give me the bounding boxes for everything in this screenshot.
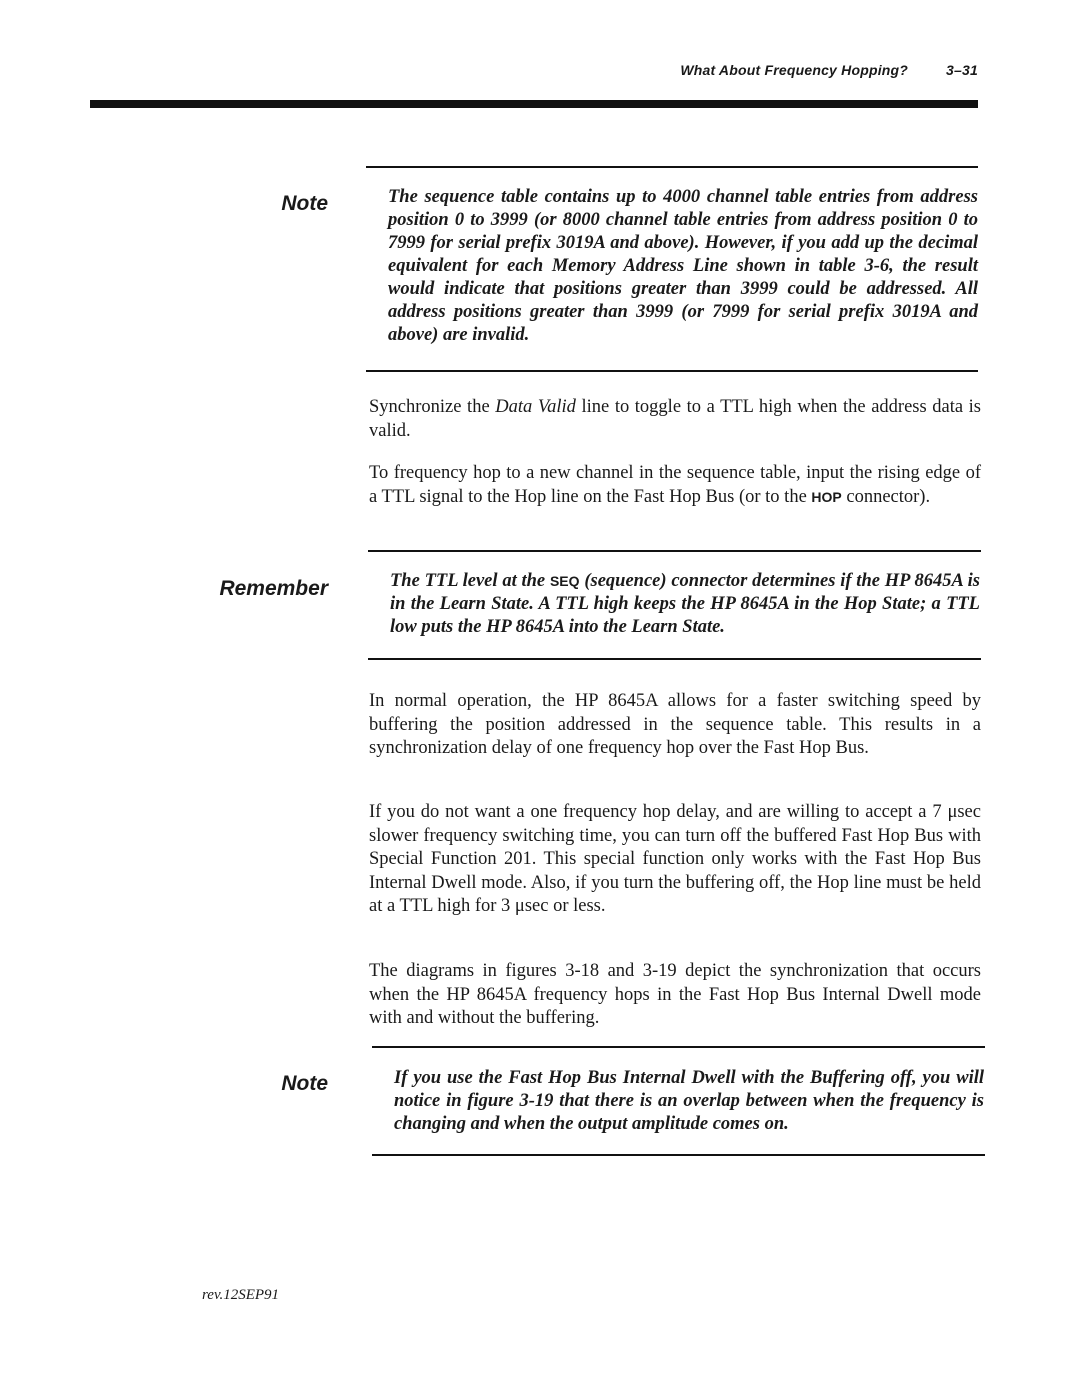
note1-label: Note (281, 192, 328, 215)
remember-bottom-rule (368, 658, 981, 660)
page-number: 3–31 (946, 62, 978, 78)
para-normal: In normal operation, the HP 8645A allows for a faster switching speed by buffering the position addressed in the sequence table. This results in a synchronization delay of one frequency hop over the Fast Hop Bus. (369, 691, 981, 758)
para-diagrams: The diagrams in figures 3-18 and 3-19 depict the synchronization that occurs when the HP 8645A frequency hops in the Fast Hop Bus Internal Dwell mode with and without the buffering. (369, 961, 981, 1028)
para-sync-before: Synchronize the (369, 397, 490, 417)
para-hop (369, 462, 981, 509)
note1-top-rule (366, 166, 978, 168)
note2-text: If you use the Fast Hop Bus Internal Dwell with the Buffering off, you will notice in figure 3-19 that there is an overlap between when the frequency is changing and when the output amplitude comes on. (394, 1068, 984, 1134)
revision-footer: rev.12SEP91 (202, 1287, 280, 1303)
remember-label: Remember (219, 577, 328, 600)
para-delay: If you do not want a one frequency hop delay, and are willing to accept a 7 μsec slower frequency switching time, you can turn off the buffered Fast Hop Bus with Special Function 201. This special function only works with the Fast Hop Bus Internal Dwell mode. Also, if you turn the buffering off, the Hop line must be held at a TTL high for 3 μsec or less. (369, 802, 981, 916)
header-rule (90, 100, 978, 108)
note1-text: The sequence table contains up to 4000 channel table entries from address position 0 to 3999 (or 8000 channel table entries from address position 0 to 7999 for serial prefix 3019A and above). However, if you add up the decimal equivalent for each Memory Address Line shown in table 3-6, the result would indicate that positions greater than 3999 could be addressed. All address positions greater than 3999 (or 7999 for serial prefix 3019A and above) are invalid. (388, 187, 978, 345)
remember-text (390, 570, 980, 639)
note2-bottom-rule (372, 1154, 985, 1156)
note2-top-rule (372, 1046, 985, 1048)
para-sync (369, 396, 981, 443)
seq-connector-key: SEQ (549, 573, 580, 589)
remember-top-rule (368, 550, 981, 552)
note1-bottom-rule (366, 370, 978, 372)
para-sync-after: line to toggle to a TTL high when the address data is valid. (369, 397, 982, 441)
remember-after: (sequence) connector determines if the HP 8645A is in the Learn State. A TTL high keeps the HP 8645A in the Hop State; a TTL low puts the HP 8645A into the Learn State. (390, 571, 980, 637)
remember-before: The TTL level at the (390, 571, 546, 591)
note2-label: Note (281, 1072, 328, 1095)
para-hop-after: connector). (846, 486, 931, 507)
para-hop-before: To frequency hop to a new channel in the sequence table, input the rising edge of a TTL signal to the Hop line on the Fast Hop Bus (or to the (369, 463, 981, 507)
hop-connector-key: HOP (811, 488, 842, 505)
section-title: What About Frequency Hopping? (680, 62, 909, 78)
para-sync-emph: Data Valid (495, 397, 576, 417)
running-header (0, 62, 978, 78)
